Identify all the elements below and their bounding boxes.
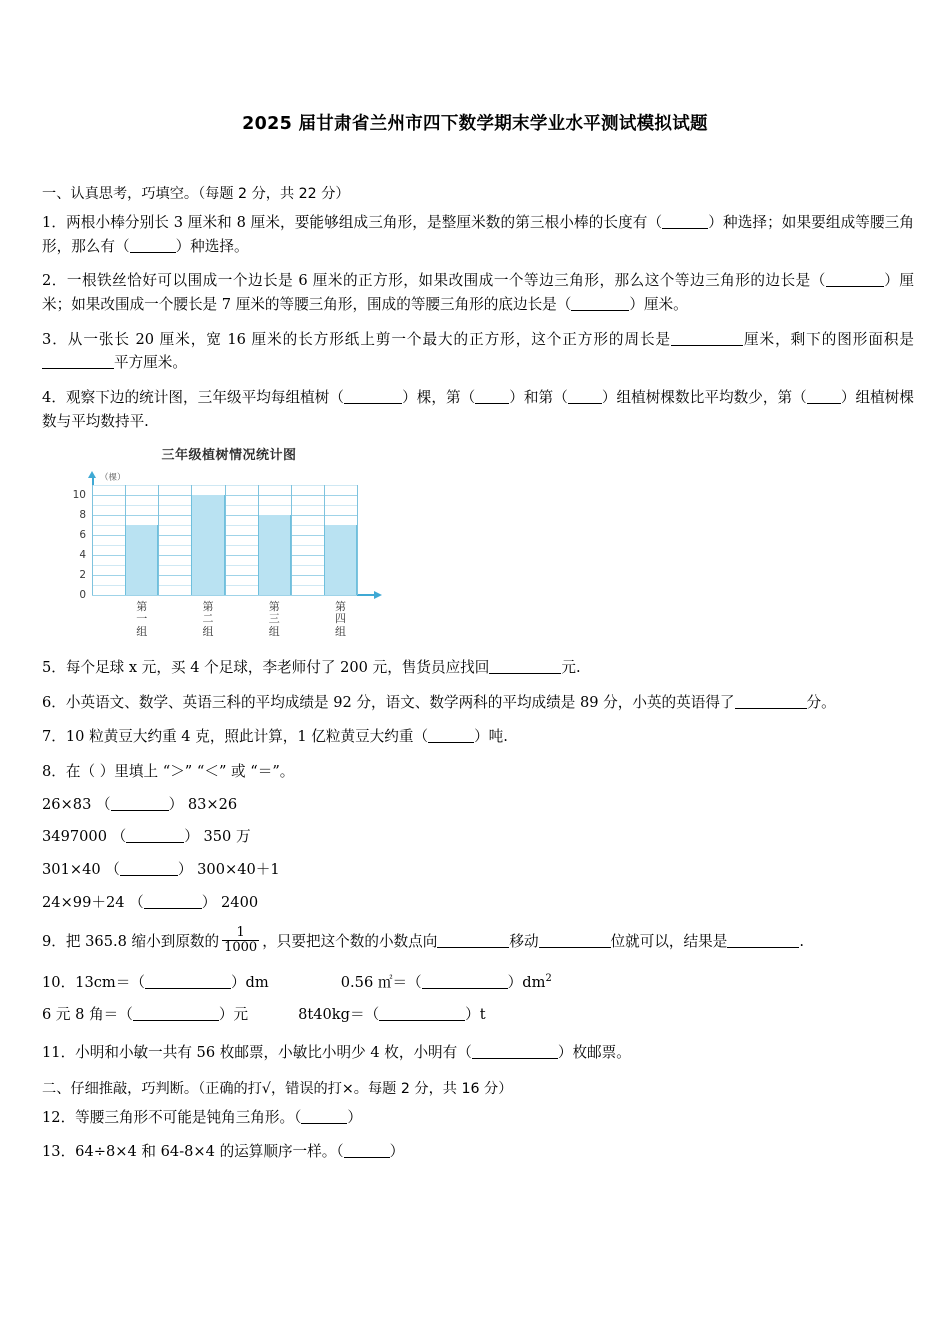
- chart-gridline-vertical: [158, 485, 159, 595]
- unit-conversion-label: 8t40kg＝（: [298, 1006, 380, 1024]
- comparison-left: 3497000 （: [42, 828, 127, 846]
- chart-bar: [258, 515, 291, 595]
- question-12-text-a: 等腰三角形不可能是钝角三角形。（: [75, 1108, 302, 1126]
- chart-bar: [191, 495, 224, 595]
- question-8-item-2: [42, 825, 914, 849]
- question-6-text-b: 分。: [806, 693, 836, 711]
- question-1-number: 1．: [42, 214, 67, 232]
- comparison-right: ） 300×40＋1: [177, 861, 280, 879]
- unit-conversion-label: 13cm＝（: [75, 973, 145, 991]
- question-4: [42, 386, 914, 433]
- question-5-number: 5．: [42, 659, 66, 677]
- chart-plot-area: [92, 485, 357, 595]
- answer-blank[interactable]: [301, 1108, 347, 1124]
- answer-blank[interactable]: [144, 893, 202, 909]
- answer-blank[interactable]: [428, 728, 474, 744]
- answer-blank[interactable]: [571, 295, 629, 311]
- question-3-text-a: 从一张长 20 厘米，宽 16 厘米的长方形纸上剪一个最大的正方形，这个正方形的周长是: [67, 330, 672, 348]
- answer-blank[interactable]: [42, 354, 114, 370]
- question-3-text-c: 平方厘米。: [114, 354, 187, 372]
- chart-gridline-vertical: [357, 485, 358, 595]
- answer-blank[interactable]: [489, 659, 561, 675]
- question-12: [42, 1106, 914, 1130]
- question-10-row-1: [42, 971, 914, 995]
- y-axis-tick-label: 8: [79, 509, 86, 522]
- x-axis-category-label: 第四组: [334, 600, 346, 638]
- comparison-left: 24×99＋24 （: [42, 893, 144, 911]
- chart-canvas: [52, 467, 392, 642]
- x-axis-arrow-icon: [374, 591, 382, 599]
- answer-blank[interactable]: [379, 1006, 465, 1022]
- section-heading-2: 二、仔细推敲，巧判断。（正确的打√，错误的打×。每题 2 分，共 16 分）: [42, 1080, 513, 1097]
- question-4-number: 4．: [42, 388, 66, 406]
- question-10-number: 10．: [42, 973, 76, 991]
- chart-bar: [324, 525, 357, 595]
- question-6: [42, 691, 914, 715]
- chart-gridline-vertical: [92, 485, 93, 595]
- tree-planting-bar-chart: [52, 444, 392, 642]
- y-axis-tick-label: 2: [79, 569, 86, 582]
- answer-blank[interactable]: [475, 388, 509, 404]
- comparison-left: 26×83 （: [42, 795, 111, 813]
- question-11-number: 11．: [42, 1043, 76, 1061]
- question-9-text-d: 位就可以，结果是: [610, 933, 728, 951]
- answer-blank[interactable]: [126, 828, 184, 844]
- question-1-text-b: ）种选择；如果要组成等腰三角形，那么有（: [42, 214, 914, 255]
- question-9: [42, 925, 914, 956]
- question-11-text-b: ）枚邮票。: [557, 1043, 631, 1061]
- question-11-text-a: 小明和小敏一共有 56 枚邮票，小敏比小明少 4 枚，小明有（: [75, 1043, 472, 1061]
- answer-blank[interactable]: [344, 388, 402, 404]
- question-13: [42, 1140, 914, 1164]
- question-3-text-b: 厘米，剩下的图形面积是: [743, 330, 914, 348]
- answer-blank[interactable]: [826, 272, 884, 288]
- answer-blank[interactable]: [422, 973, 508, 989]
- question-9-text-c: 移动: [509, 933, 539, 951]
- chart-title: 三年级植树情况统计图: [161, 448, 297, 464]
- chart-gridline-vertical: [291, 485, 292, 595]
- question-5-text-a: 每个足球 x 元，买 4 个足球，李老师付了 200 元，售货员应找回: [65, 659, 490, 677]
- section-heading-1: 一、认真思考，巧填空。（每题 2 分，共 22 分）: [42, 185, 350, 202]
- question-1-text-a: 两根小棒分别长 3 厘米和 8 厘米，要能够组成三角形，是整厘米数的第三根小棒的长度有（: [66, 214, 663, 232]
- question-8-item-1: [42, 793, 914, 817]
- question-9-text-b: ，只要把这个数的小数点向: [262, 933, 438, 951]
- unit-conversion-label: 0.56 ㎡＝（: [340, 973, 422, 991]
- answer-blank[interactable]: [130, 237, 176, 253]
- question-4-text-b: ）棵，第（: [402, 388, 476, 406]
- comparison-right: ） 2400: [201, 893, 259, 911]
- answer-blank[interactable]: [735, 693, 807, 709]
- question-8-prompt: 在（ ）里填上 “＞” “＜” 或 “＝”。: [65, 763, 295, 781]
- question-10-row-2: [42, 1003, 914, 1027]
- fraction-one-thousandth: [222, 926, 259, 954]
- question-9-number: 9．: [42, 933, 66, 951]
- question-13-text-a: 64÷8×4 和 64-8×4 的运算顺序一样。（: [75, 1143, 344, 1161]
- unit-conversion-label: 6 元 8 角＝（: [42, 1006, 133, 1024]
- question-3: [42, 328, 914, 375]
- question-3-number: 3．: [42, 330, 68, 348]
- comparison-right: ） 350 万: [184, 828, 251, 846]
- question-7: [42, 725, 914, 749]
- answer-blank[interactable]: [568, 388, 602, 404]
- unit-conversion-unit: ）t: [465, 1006, 486, 1024]
- question-6-text-a: 小英语文、数学、英语三科的平均成绩是 92 分，语文、数学两科的平均成绩是 89 分，小英的英语得了: [65, 693, 735, 711]
- question-2-number: 2．: [42, 272, 67, 290]
- question-1: [42, 211, 914, 258]
- x-axis-category-label: 第二组: [202, 600, 214, 638]
- answer-blank[interactable]: [671, 330, 743, 346]
- x-axis-category-label: 第一组: [136, 600, 148, 638]
- question-6-number: 6．: [42, 693, 66, 711]
- answer-blank[interactable]: [133, 1006, 219, 1022]
- question-13-text-b: ）: [389, 1143, 405, 1161]
- question-5-text-b: 元.: [561, 659, 581, 677]
- question-2-text-c: ）厘米。: [629, 295, 688, 313]
- question-8-number: 8．: [42, 763, 66, 781]
- answer-blank[interactable]: [111, 795, 169, 811]
- superscript-exponent: 2: [545, 972, 552, 984]
- fraction-denominator: 1000: [224, 939, 258, 955]
- unit-conversion-unit: ）dm: [507, 973, 546, 991]
- comparison-right: ） 83×26: [168, 795, 238, 813]
- answer-blank[interactable]: [437, 933, 509, 949]
- question-2: [42, 269, 914, 316]
- question-1-text-c: ）种选择。: [175, 237, 249, 255]
- question-8-item-3: [42, 858, 914, 882]
- answer-blank[interactable]: [145, 973, 231, 989]
- y-axis-tick-label: 6: [79, 529, 86, 542]
- comparison-left: 301×40 （: [42, 861, 120, 879]
- question-12-number: 12．: [42, 1108, 76, 1126]
- question-7-text-a: 10 粒黄豆大约重 4 克，照此计算，1 亿粒黄豆大约重（: [65, 728, 429, 746]
- question-4-text-e: ）组植树棵数与平均数持平.: [42, 388, 914, 430]
- answer-blank[interactable]: [807, 388, 841, 404]
- question-11: [42, 1041, 914, 1065]
- answer-blank[interactable]: [662, 213, 708, 229]
- question-2-text-b: ）厘米；如果改围成一个腰长是 7 厘米的等腰三角形，围成的等腰三角形的底边长是（: [42, 272, 914, 313]
- answer-blank[interactable]: [120, 860, 178, 876]
- question-12-text-b: ）: [347, 1108, 362, 1126]
- question-8: [42, 760, 914, 784]
- question-7-number: 7．: [42, 728, 66, 746]
- y-axis-arrow-icon: [88, 471, 96, 478]
- unit-conversion-unit: ）元: [218, 1006, 249, 1024]
- question-4-text-a: 观察下边的统计图，三年级平均每组植树（: [65, 388, 345, 406]
- question-5: [42, 656, 914, 680]
- question-9-text-a: 把 365.8 缩小到原数的: [65, 933, 220, 951]
- answer-blank[interactable]: [539, 933, 611, 949]
- page-title: 2025 届甘肃省兰州市四下数学期末学业水平测试模拟试题: [242, 114, 708, 134]
- x-axis-category-label: 第三组: [268, 600, 280, 638]
- question-8-item-4: [42, 891, 914, 915]
- question-4-text-c: ）和第（: [509, 388, 568, 406]
- question-4-text-d: ）组植树棵数比平均数少，第（: [601, 388, 807, 406]
- fraction-numerator: 1: [222, 926, 259, 941]
- chart-gridline: [92, 595, 357, 596]
- y-axis-tick-label: 4: [79, 549, 86, 562]
- y-axis-tick-label: 10: [72, 489, 86, 502]
- y-axis-unit-label: （棵）: [100, 473, 126, 484]
- question-9-text-e: .: [799, 933, 804, 951]
- answer-blank[interactable]: [472, 1043, 558, 1059]
- question-2-text-a: 一根铁丝恰好可以围成一个边长是 6 厘米的正方形，如果改围成一个等边三角形，那么这个等边三角形的边长是（: [66, 272, 826, 290]
- chart-gridline-vertical: [225, 485, 226, 595]
- answer-blank[interactable]: [344, 1143, 390, 1159]
- y-axis-tick-label: 0: [79, 589, 86, 602]
- document-body: [0, 184, 950, 1164]
- question-7-text-b: ）吨.: [474, 728, 508, 746]
- question-13-number: 13．: [42, 1143, 76, 1161]
- answer-blank[interactable]: [727, 933, 799, 949]
- unit-conversion-unit: ）dm: [230, 973, 269, 991]
- chart-bar: [125, 525, 158, 595]
